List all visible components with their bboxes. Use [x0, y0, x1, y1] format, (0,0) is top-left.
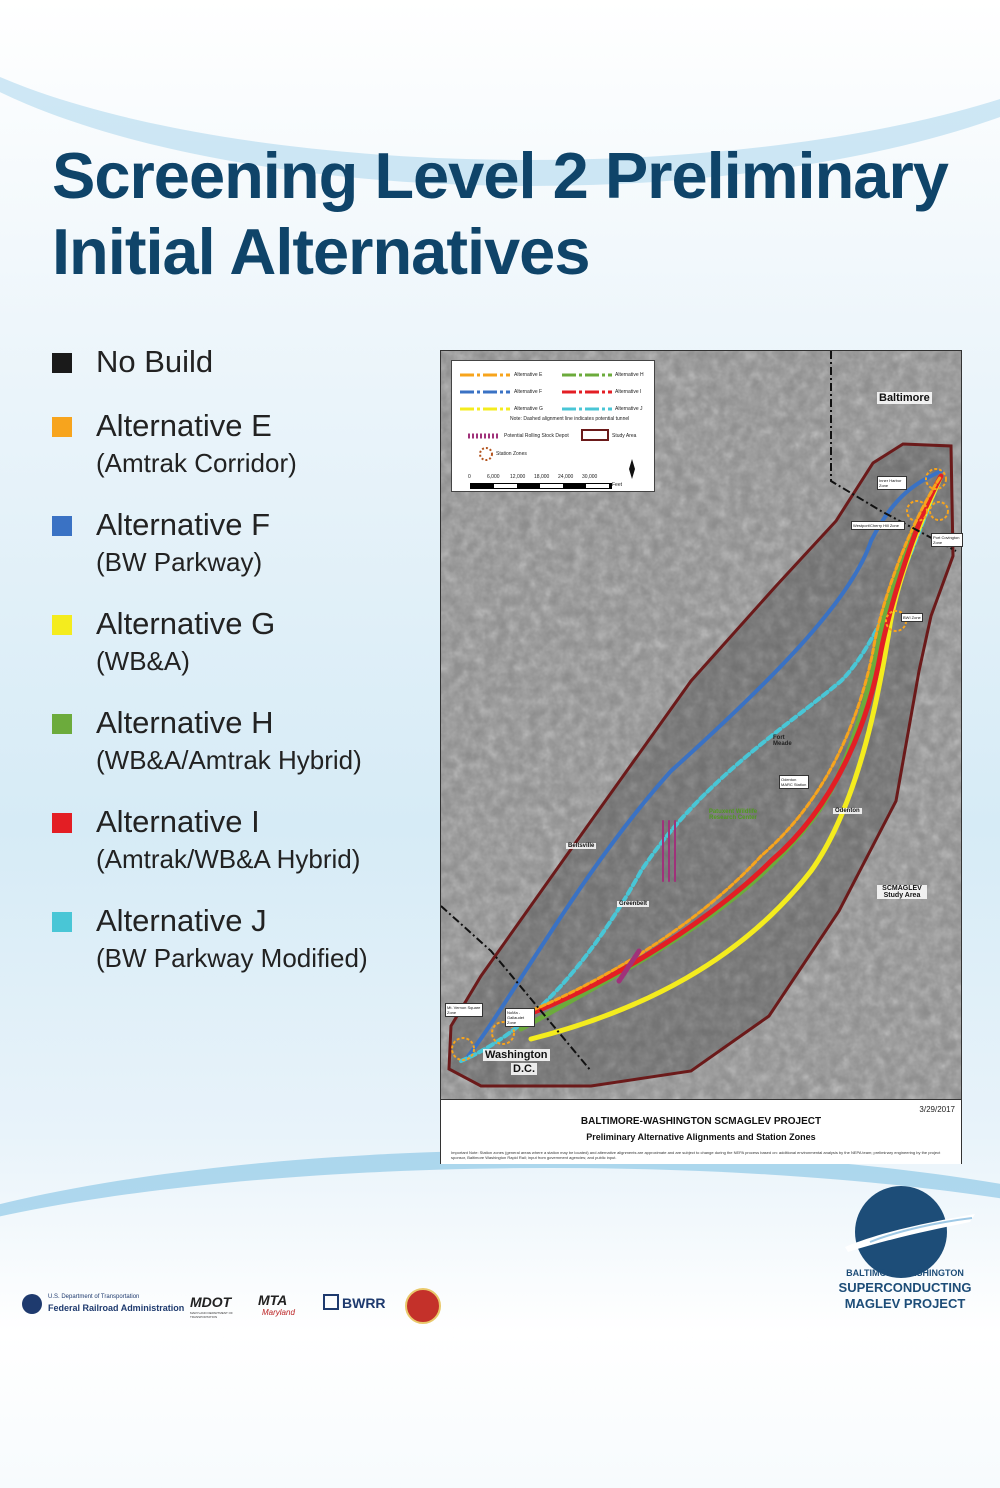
- zone-tag-noma: NoMa - Gallaudet Zone: [505, 1008, 535, 1027]
- bwrr-box-icon: [323, 1294, 339, 1310]
- place-fort-meade: Fort Meade: [773, 735, 792, 747]
- map-legend: [451, 360, 655, 492]
- scale-tick-4: 24,000: [558, 474, 574, 480]
- legend-station-zone-symbol: [480, 448, 492, 460]
- fra-logo-line-1: U.S. Department of Transportation: [48, 1294, 140, 1300]
- map-important-note: Important Note: Station zones (general areas where a station may be located) and alternative alignments are approximate and are subject to change during the NEPA process based on: additional environmental analysis by the NEPA team; preliminary engineering by the project sponsor, Baltimore Washington Rapid Rail; input from government agencies; and public input.: [451, 1150, 941, 1160]
- zone-tag-odenton-marc: Odenton MARC Station: [779, 775, 809, 789]
- legend-label: Alternative H: [96, 705, 274, 740]
- legend-sublabel: (WB&A/Amtrak Hybrid): [96, 745, 362, 775]
- dot-seal-icon: [22, 1294, 42, 1314]
- page-title: Screening Level 2 Preliminary Initial Alternatives: [52, 139, 948, 288]
- map-legend-alt-j: Alternative J: [615, 406, 643, 412]
- map-legend-alt-g: Alternative G: [514, 406, 543, 412]
- place-beltsville: Beltsville: [568, 843, 595, 849]
- scale-tick-5: 30,000: [582, 474, 598, 480]
- place-odenton: Odenton: [835, 808, 860, 814]
- bwrr-logo: [323, 1294, 386, 1311]
- mdot-logo: MDOT: [190, 1294, 232, 1310]
- map-legend-depot: Potential Rolling Stock Depot: [504, 433, 569, 439]
- legend-swatch: [52, 813, 72, 833]
- logo-line-3: MAGLEV PROJECT: [844, 1296, 966, 1311]
- legend-label: Alternative G: [96, 606, 276, 641]
- map-subtitle: Preliminary Alternative Alignments and Station Zones: [586, 1132, 816, 1142]
- fra-logo-line-2: Federal Railroad Administration: [48, 1303, 185, 1313]
- logo-line-1: BALTIMORE-WASHINGTON: [846, 1268, 964, 1278]
- legend-swatch: [52, 516, 72, 536]
- legend-swatch: [52, 417, 72, 437]
- maryland-seal-icon: [405, 1288, 441, 1324]
- partner-logos-footer: [0, 1280, 1000, 1333]
- legend-sublabel: (WB&A): [96, 646, 190, 676]
- zone-tag-port-covington: Port Covington Zone: [931, 533, 963, 547]
- place-greenbelt: Greenbelt: [619, 901, 648, 907]
- scale-tick-3: 18,000: [534, 474, 550, 480]
- place-washington: Washington: [485, 1049, 548, 1061]
- legend-label: Alternative J: [96, 903, 267, 938]
- scale-bar: [470, 483, 612, 489]
- place-patuxent: Patuxent Wildlife Research Center: [708, 809, 758, 821]
- map-title-block: [441, 1099, 961, 1164]
- scale-tick-1: 6,000: [487, 474, 500, 480]
- legend-label: Alternative F: [96, 507, 271, 542]
- legend-label: No Build: [96, 344, 214, 379]
- legend-swatch: [52, 353, 72, 373]
- mdot-logo-subtitle: MARYLAND DEPARTMENT OF TRANSPORTATION: [190, 1311, 233, 1319]
- scale-tick-2: 12,000: [510, 474, 526, 480]
- zone-tag-mt-vernon: Mt. Vernon Square Zone: [445, 1003, 483, 1017]
- legend-sublabel: (BW Parkway): [96, 547, 263, 577]
- legend-swatch: [52, 714, 72, 734]
- place-dc: D.C.: [513, 1063, 535, 1075]
- logo-train-icon: [840, 1202, 980, 1262]
- north-arrow-icon: [629, 459, 635, 479]
- mta-logo: MTA: [258, 1292, 288, 1308]
- mta-logo-subtitle: Maryland: [262, 1308, 295, 1317]
- map-title: BALTIMORE-WASHINGTON SCMAGLEV PROJECT: [580, 1116, 822, 1127]
- map-legend-alt-f: Alternative F: [514, 389, 543, 395]
- zone-tag-inner-harbor: Inner Harbor Zone: [877, 476, 907, 490]
- legend-swatch: [52, 615, 72, 635]
- legend-study-area-symbol: [582, 430, 608, 440]
- place-study-area-label: SCMAGLEV Study Area: [877, 885, 927, 899]
- scale-tick-0: 0: [468, 474, 471, 480]
- alignment-map: [440, 350, 962, 1164]
- map-legend-alt-h: Alternative H: [615, 372, 644, 378]
- logo-line-2: SUPERCONDUCTING: [838, 1280, 972, 1295]
- map-legend-alt-i: Alternative I: [615, 389, 642, 395]
- legend-swatch: [52, 912, 72, 932]
- map-legend-note: Note: Dashed alignment line indicates potential tunnel: [510, 416, 630, 422]
- place-baltimore: Baltimore: [879, 392, 930, 404]
- map-legend-symbols: [452, 361, 654, 491]
- scale-unit: Feet: [612, 482, 623, 488]
- map-date: 3/29/2017: [919, 1105, 955, 1114]
- map-legend-alt-e: Alternative E: [514, 372, 543, 378]
- map-legend-study-area: Study Area: [612, 433, 637, 439]
- legend-label: Alternative E: [96, 408, 272, 443]
- legend-sublabel: (Amtrak/WB&A Hybrid): [96, 844, 361, 874]
- zone-tag-westport: Westport/Cherry Hill Zone: [851, 521, 905, 530]
- bwrr-logo-text: BWRR: [342, 1295, 386, 1311]
- legend-label: Alternative I: [96, 804, 260, 839]
- map-legend-station-zones: Station Zones: [496, 451, 527, 457]
- legend-sublabel: (BW Parkway Modified): [96, 943, 368, 973]
- legend-sublabel: (Amtrak Corridor): [96, 448, 297, 478]
- zone-tag-bwi: BWI Zone: [903, 615, 921, 620]
